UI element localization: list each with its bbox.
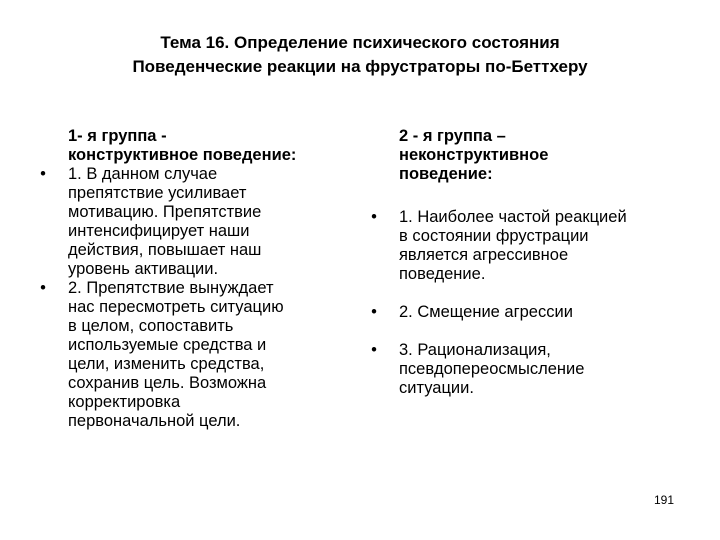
left-column bbox=[40, 127, 358, 431]
item-text-line: псевдопереосмысление bbox=[399, 360, 585, 378]
item-text-line: ситуации. bbox=[399, 379, 474, 397]
item-text-line: мотивацию. Препятствие bbox=[68, 203, 262, 221]
item-text-line: используемые средства и bbox=[68, 336, 267, 354]
bullet-icon: • bbox=[40, 279, 46, 297]
bullet-icon: • bbox=[371, 341, 377, 359]
item-text-line: 1. Наиболее частой реакцией bbox=[399, 208, 627, 226]
right-list-item-1 bbox=[371, 208, 699, 284]
item-text-line: 3. Рационализация, bbox=[399, 341, 551, 359]
left-bullet-list bbox=[40, 165, 358, 431]
bullet-icon: • bbox=[371, 303, 377, 321]
right-heading-line: 2 - я группа – bbox=[399, 127, 506, 145]
right-list-item-3 bbox=[371, 341, 699, 398]
slide-title-line-1: Тема 16. Определение психического состояния bbox=[160, 33, 560, 52]
item-text-line: уровень активации. bbox=[68, 260, 219, 278]
right-list-item-2 bbox=[371, 303, 699, 322]
item-text-line: в целом, сопоставить bbox=[68, 317, 234, 335]
left-list-item-2 bbox=[40, 279, 358, 431]
left-heading-line: 1- я группа - bbox=[68, 127, 167, 145]
bullet-icon: • bbox=[371, 208, 377, 226]
right-heading-line: поведение: bbox=[399, 165, 493, 183]
item-text-line: нас пересмотреть ситуацию bbox=[68, 298, 284, 316]
right-heading-line: неконструктивное bbox=[399, 146, 549, 164]
bullet-icon: • bbox=[40, 165, 46, 183]
item-text-line: является агрессивное bbox=[399, 246, 569, 264]
item-text-line: поведение. bbox=[399, 265, 486, 283]
item-text-line: цели, изменить средства, bbox=[68, 355, 265, 373]
item-text-line: действия, повышает наш bbox=[68, 241, 262, 259]
page-number: 191 bbox=[654, 493, 675, 507]
left-list-item-1 bbox=[40, 165, 358, 279]
item-text-line: 2. Смещение агрессии bbox=[399, 303, 573, 321]
item-text-line: 2. Препятствие вынуждает bbox=[68, 279, 274, 297]
item-text-line: в состоянии фрустрации bbox=[399, 227, 589, 245]
right-bullet-list bbox=[371, 208, 699, 398]
right-column bbox=[371, 127, 699, 398]
slide-title-line-2: Поведенческие реакции на фрустраторы по-Беттхеру bbox=[132, 57, 588, 76]
right-column-heading bbox=[399, 127, 699, 184]
item-text-line: интенсифицирует наши bbox=[68, 222, 250, 240]
left-heading-line: конструктивное поведение: bbox=[68, 146, 297, 164]
item-text-line: 1. В данном случае bbox=[68, 165, 218, 183]
left-column-heading bbox=[68, 127, 358, 165]
slide-title bbox=[0, 31, 720, 79]
item-text-line: первоначальной цели. bbox=[68, 412, 241, 430]
item-text-line: препятствие усиливает bbox=[68, 184, 247, 202]
item-text-line: корректировка bbox=[68, 393, 181, 411]
item-text-line: сохранив цель. Возможна bbox=[68, 374, 267, 392]
